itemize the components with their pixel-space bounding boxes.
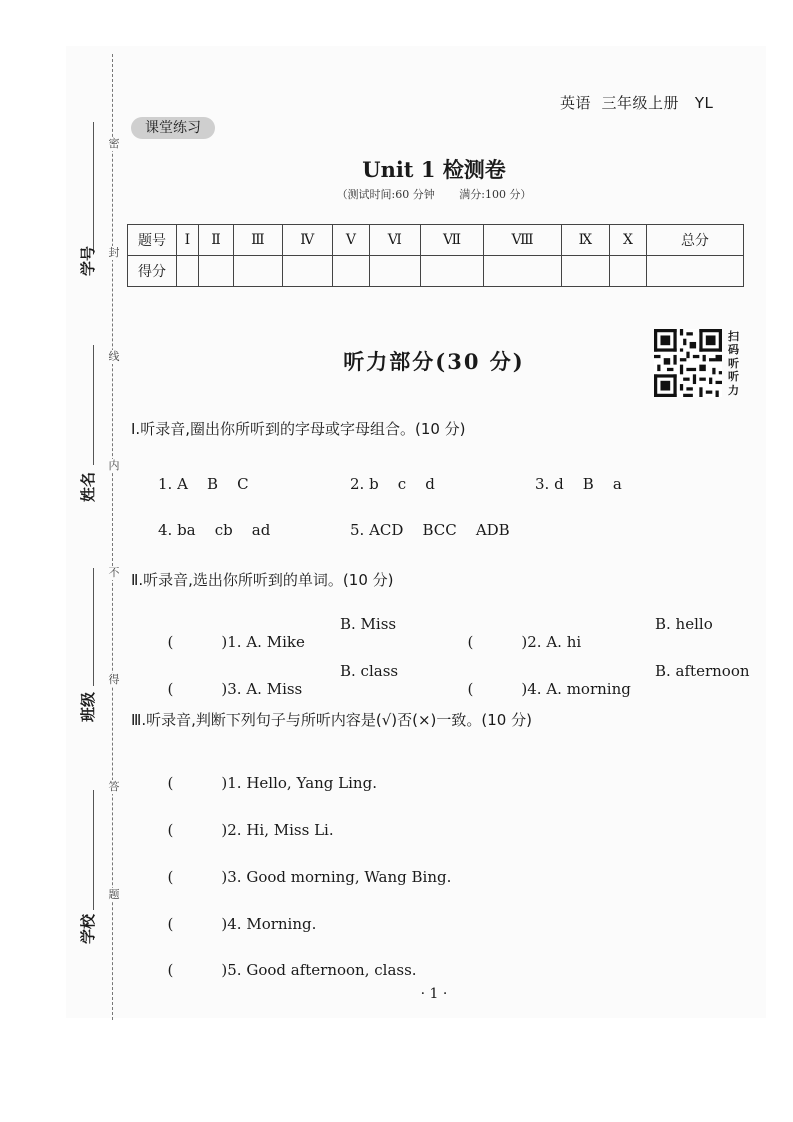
page-title: Unit 1 检测卷 xyxy=(362,157,506,182)
answer-bracket[interactable]: ( xyxy=(467,680,474,698)
q2-item-4 xyxy=(458,662,631,698)
answer-bracket[interactable]: ( xyxy=(167,961,174,979)
column-header: Ⅰ xyxy=(177,225,199,256)
q1-item[interactable]: 3. d B a xyxy=(535,475,622,493)
q1-item[interactable]: 2. b c d xyxy=(350,475,435,493)
student-id-label: 学号 xyxy=(79,245,97,276)
seal-char: 题 xyxy=(108,888,120,901)
q2-item-1 xyxy=(158,615,305,651)
seal-char: 内 xyxy=(108,459,120,472)
option-a: )4. A. morning xyxy=(521,680,631,698)
class-label: 班级 xyxy=(79,691,97,722)
column-header: Ⅴ xyxy=(332,225,369,256)
q1-item[interactable]: 4. ba cb ad xyxy=(158,521,271,539)
score-table xyxy=(127,224,744,287)
q3-item-2 xyxy=(158,803,334,839)
listening-section-title: 听力部分(30 分) xyxy=(343,349,525,374)
column-header: Ⅷ xyxy=(484,225,561,256)
score-cell[interactable] xyxy=(234,256,283,287)
page-number: · 1 · xyxy=(420,986,448,1002)
seal-char: 封 xyxy=(108,246,120,259)
option-b: B. afternoon xyxy=(655,662,750,680)
score-header: 得分 xyxy=(128,256,177,287)
option-a: )2. A. hi xyxy=(521,633,582,651)
statement: )3. Good morning, Wang Bing. xyxy=(221,868,452,886)
qr-label-char: 扫 xyxy=(728,330,739,343)
q3-item-1 xyxy=(158,756,377,792)
answer-bracket[interactable]: ( xyxy=(167,680,174,698)
question-number-header: 题号 xyxy=(128,225,177,256)
q3-item-4 xyxy=(158,897,316,933)
option-a: )3. A. Miss xyxy=(221,680,303,698)
school-line xyxy=(93,790,94,910)
answer-bracket[interactable]: ( xyxy=(167,633,174,651)
column-header: Ⅶ xyxy=(420,225,484,256)
score-cell[interactable] xyxy=(370,256,421,287)
answer-bracket[interactable]: ( xyxy=(167,821,174,839)
seal-char: 不 xyxy=(108,566,120,579)
question-2-title: Ⅱ.听录音,选出你所听到的单词。(10 分) xyxy=(131,571,394,589)
statement: )2. Hi, Miss Li. xyxy=(221,821,334,839)
qr-label-char: 码 xyxy=(728,343,739,357)
statement: )4. Morning. xyxy=(221,915,317,933)
answer-bracket[interactable]: ( xyxy=(167,868,174,886)
option-b: B. hello xyxy=(655,615,713,633)
seal-char: 答 xyxy=(108,780,120,793)
qr-scan-label xyxy=(728,330,742,397)
q3-item-5 xyxy=(158,943,417,979)
column-header: Ⅵ xyxy=(370,225,421,256)
score-table-header-row xyxy=(128,225,744,256)
statement: )1. Hello, Yang Ling. xyxy=(221,774,377,792)
answer-bracket[interactable]: ( xyxy=(167,915,174,933)
q1-item[interactable]: 1. A B C xyxy=(158,475,249,493)
qr-label-char: 力 xyxy=(728,383,739,397)
test-info: （测试时间:60 分钟 满分:100 分） xyxy=(336,188,532,201)
subject-grade-header: 英语 三年级上册 YL xyxy=(560,94,714,112)
question-3-title: Ⅲ.听录音,判断下列句子与所听内容是(√)否(×)一致。(10 分) xyxy=(131,711,532,729)
option-b: B. Miss xyxy=(340,615,397,633)
qr-label-char: 听 xyxy=(728,370,739,384)
class-line xyxy=(93,568,94,686)
total-header: 总分 xyxy=(646,225,743,256)
score-cell[interactable] xyxy=(177,256,199,287)
answer-bracket[interactable]: ( xyxy=(167,774,174,792)
score-table-score-row xyxy=(128,256,744,287)
option-b: B. class xyxy=(340,662,399,680)
question-1-title: Ⅰ.听录音,圈出你所听到的字母或字母组合。(10 分) xyxy=(131,420,466,438)
column-header: Ⅲ xyxy=(234,225,283,256)
school-label: 学校 xyxy=(79,913,97,944)
column-header: Ⅹ xyxy=(610,225,647,256)
score-cell[interactable] xyxy=(420,256,484,287)
name-label: 姓名 xyxy=(79,471,97,502)
qr-label-char: 听 xyxy=(728,356,739,370)
practice-tag: 课堂练习 xyxy=(131,117,215,139)
qr-code-icon[interactable] xyxy=(654,329,722,397)
column-header: Ⅳ xyxy=(282,225,332,256)
answer-bracket[interactable]: ( xyxy=(467,633,474,651)
score-cell[interactable] xyxy=(282,256,332,287)
column-header: Ⅸ xyxy=(561,225,610,256)
score-cell[interactable] xyxy=(332,256,369,287)
score-cell[interactable] xyxy=(646,256,743,287)
seal-char: 密 xyxy=(108,137,120,150)
q3-item-3 xyxy=(158,850,451,886)
score-cell[interactable] xyxy=(198,256,233,287)
q2-item-3 xyxy=(158,662,302,698)
q2-item-2 xyxy=(458,615,581,651)
seal-char: 得 xyxy=(108,673,120,686)
score-cell[interactable] xyxy=(610,256,647,287)
column-header: Ⅱ xyxy=(198,225,233,256)
q1-item[interactable]: 5. ACD BCC ADB xyxy=(350,521,510,539)
statement: )5. Good afternoon, class. xyxy=(221,961,417,979)
seal-char: 线 xyxy=(108,350,120,363)
option-a: )1. A. Mike xyxy=(221,633,305,651)
score-cell[interactable] xyxy=(484,256,561,287)
score-cell[interactable] xyxy=(561,256,610,287)
